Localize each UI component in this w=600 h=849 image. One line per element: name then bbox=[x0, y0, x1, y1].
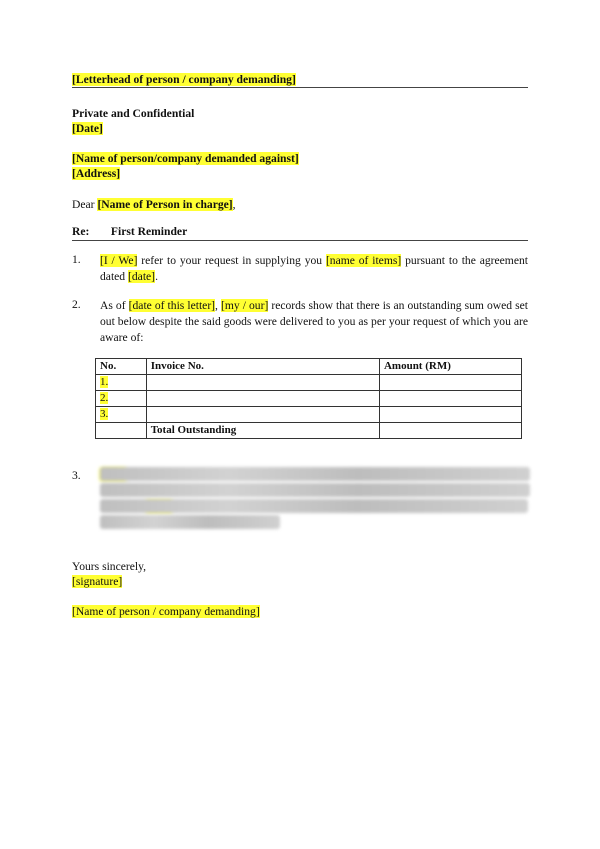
row-number: 2. bbox=[100, 392, 109, 404]
agreement-date-placeholder: [date] bbox=[128, 270, 156, 283]
paragraph-1 bbox=[72, 253, 528, 285]
salutation-name: [Name of Person in charge] bbox=[97, 198, 233, 211]
my-our-placeholder: [my / our] bbox=[221, 299, 269, 312]
header-no: No. bbox=[96, 359, 147, 375]
total-amount-cell bbox=[379, 423, 521, 439]
subject-text: First Reminder bbox=[110, 225, 188, 238]
paragraph-1-number: 1. bbox=[72, 253, 81, 266]
letterhead bbox=[72, 73, 528, 88]
letterhead-text: [Letterhead of person / company demanding] bbox=[72, 73, 296, 86]
row-number: 3. bbox=[100, 408, 109, 420]
table-row bbox=[96, 391, 522, 407]
paragraph-1-end: . bbox=[155, 270, 158, 283]
table-row bbox=[96, 407, 522, 423]
date-field bbox=[72, 121, 103, 136]
blurred-line bbox=[100, 515, 280, 529]
signature-line bbox=[72, 574, 122, 589]
we-placeholder: [I / We] bbox=[100, 254, 138, 267]
table-total-row bbox=[96, 423, 522, 439]
re-label: Re: bbox=[72, 225, 90, 238]
letter-date-placeholder: [date of this letter] bbox=[128, 299, 216, 312]
paragraph-1-text bbox=[100, 253, 528, 285]
blurred-line bbox=[100, 483, 530, 497]
blurred-line bbox=[100, 467, 530, 481]
recipient-name bbox=[72, 151, 299, 166]
signature-placeholder: [signature] bbox=[72, 575, 123, 588]
paragraph-1-part-b: pursuant to the agreement dated bbox=[100, 254, 528, 283]
amount-cell bbox=[379, 407, 521, 423]
header-amount: Amount (RM) bbox=[379, 359, 521, 375]
closing: Yours sincerely, bbox=[72, 560, 147, 573]
confidential-label: Private and Confidential bbox=[72, 107, 195, 120]
row-number: 1. bbox=[100, 376, 109, 388]
invoice-cell bbox=[146, 375, 379, 391]
invoice-cell bbox=[146, 391, 379, 407]
row-number-cell bbox=[96, 407, 147, 423]
paragraph-2-part-b: , bbox=[215, 299, 221, 312]
paragraph-3-number: 3. bbox=[72, 469, 81, 482]
invoice-table bbox=[95, 358, 522, 439]
items-placeholder: [name of items] bbox=[325, 254, 402, 267]
total-label: Total Outstanding bbox=[146, 423, 379, 439]
paragraph-2-part-c: records show that there is an outstanding sum owed set out below despite the said goods were delivered to you as per your request of which you are aware of: bbox=[100, 299, 529, 344]
paragraph-2-number: 2. bbox=[72, 298, 81, 311]
total-empty-cell bbox=[96, 423, 147, 439]
row-number-cell bbox=[96, 375, 147, 391]
paragraph-2 bbox=[72, 298, 528, 346]
date-placeholder: [Date] bbox=[72, 122, 103, 135]
recipient-address-placeholder: [Address] bbox=[72, 167, 121, 180]
paragraph-1-part-a: refer to your request in supplying you bbox=[137, 254, 326, 267]
sender-placeholder: [Name of person / company demanding] bbox=[72, 605, 260, 618]
blurred-line bbox=[100, 499, 528, 513]
paragraph-2-part-a: As of bbox=[100, 299, 129, 312]
salutation-suffix: , bbox=[232, 198, 236, 211]
salutation bbox=[72, 197, 236, 212]
subject-line bbox=[72, 225, 528, 241]
sender-line bbox=[72, 604, 260, 619]
blurred-paragraph-3 bbox=[100, 467, 530, 531]
table-header-row bbox=[96, 359, 522, 375]
row-number-cell bbox=[96, 391, 147, 407]
recipient-name-placeholder: [Name of person/company demanded against] bbox=[72, 152, 299, 165]
invoice-cell bbox=[146, 407, 379, 423]
table-row bbox=[96, 375, 522, 391]
amount-cell bbox=[379, 391, 521, 407]
amount-cell bbox=[379, 375, 521, 391]
salutation-prefix: Dear bbox=[72, 198, 98, 211]
header-invoice-no: Invoice No. bbox=[146, 359, 379, 375]
recipient-address bbox=[72, 166, 120, 181]
paragraph-2-text bbox=[100, 298, 528, 346]
